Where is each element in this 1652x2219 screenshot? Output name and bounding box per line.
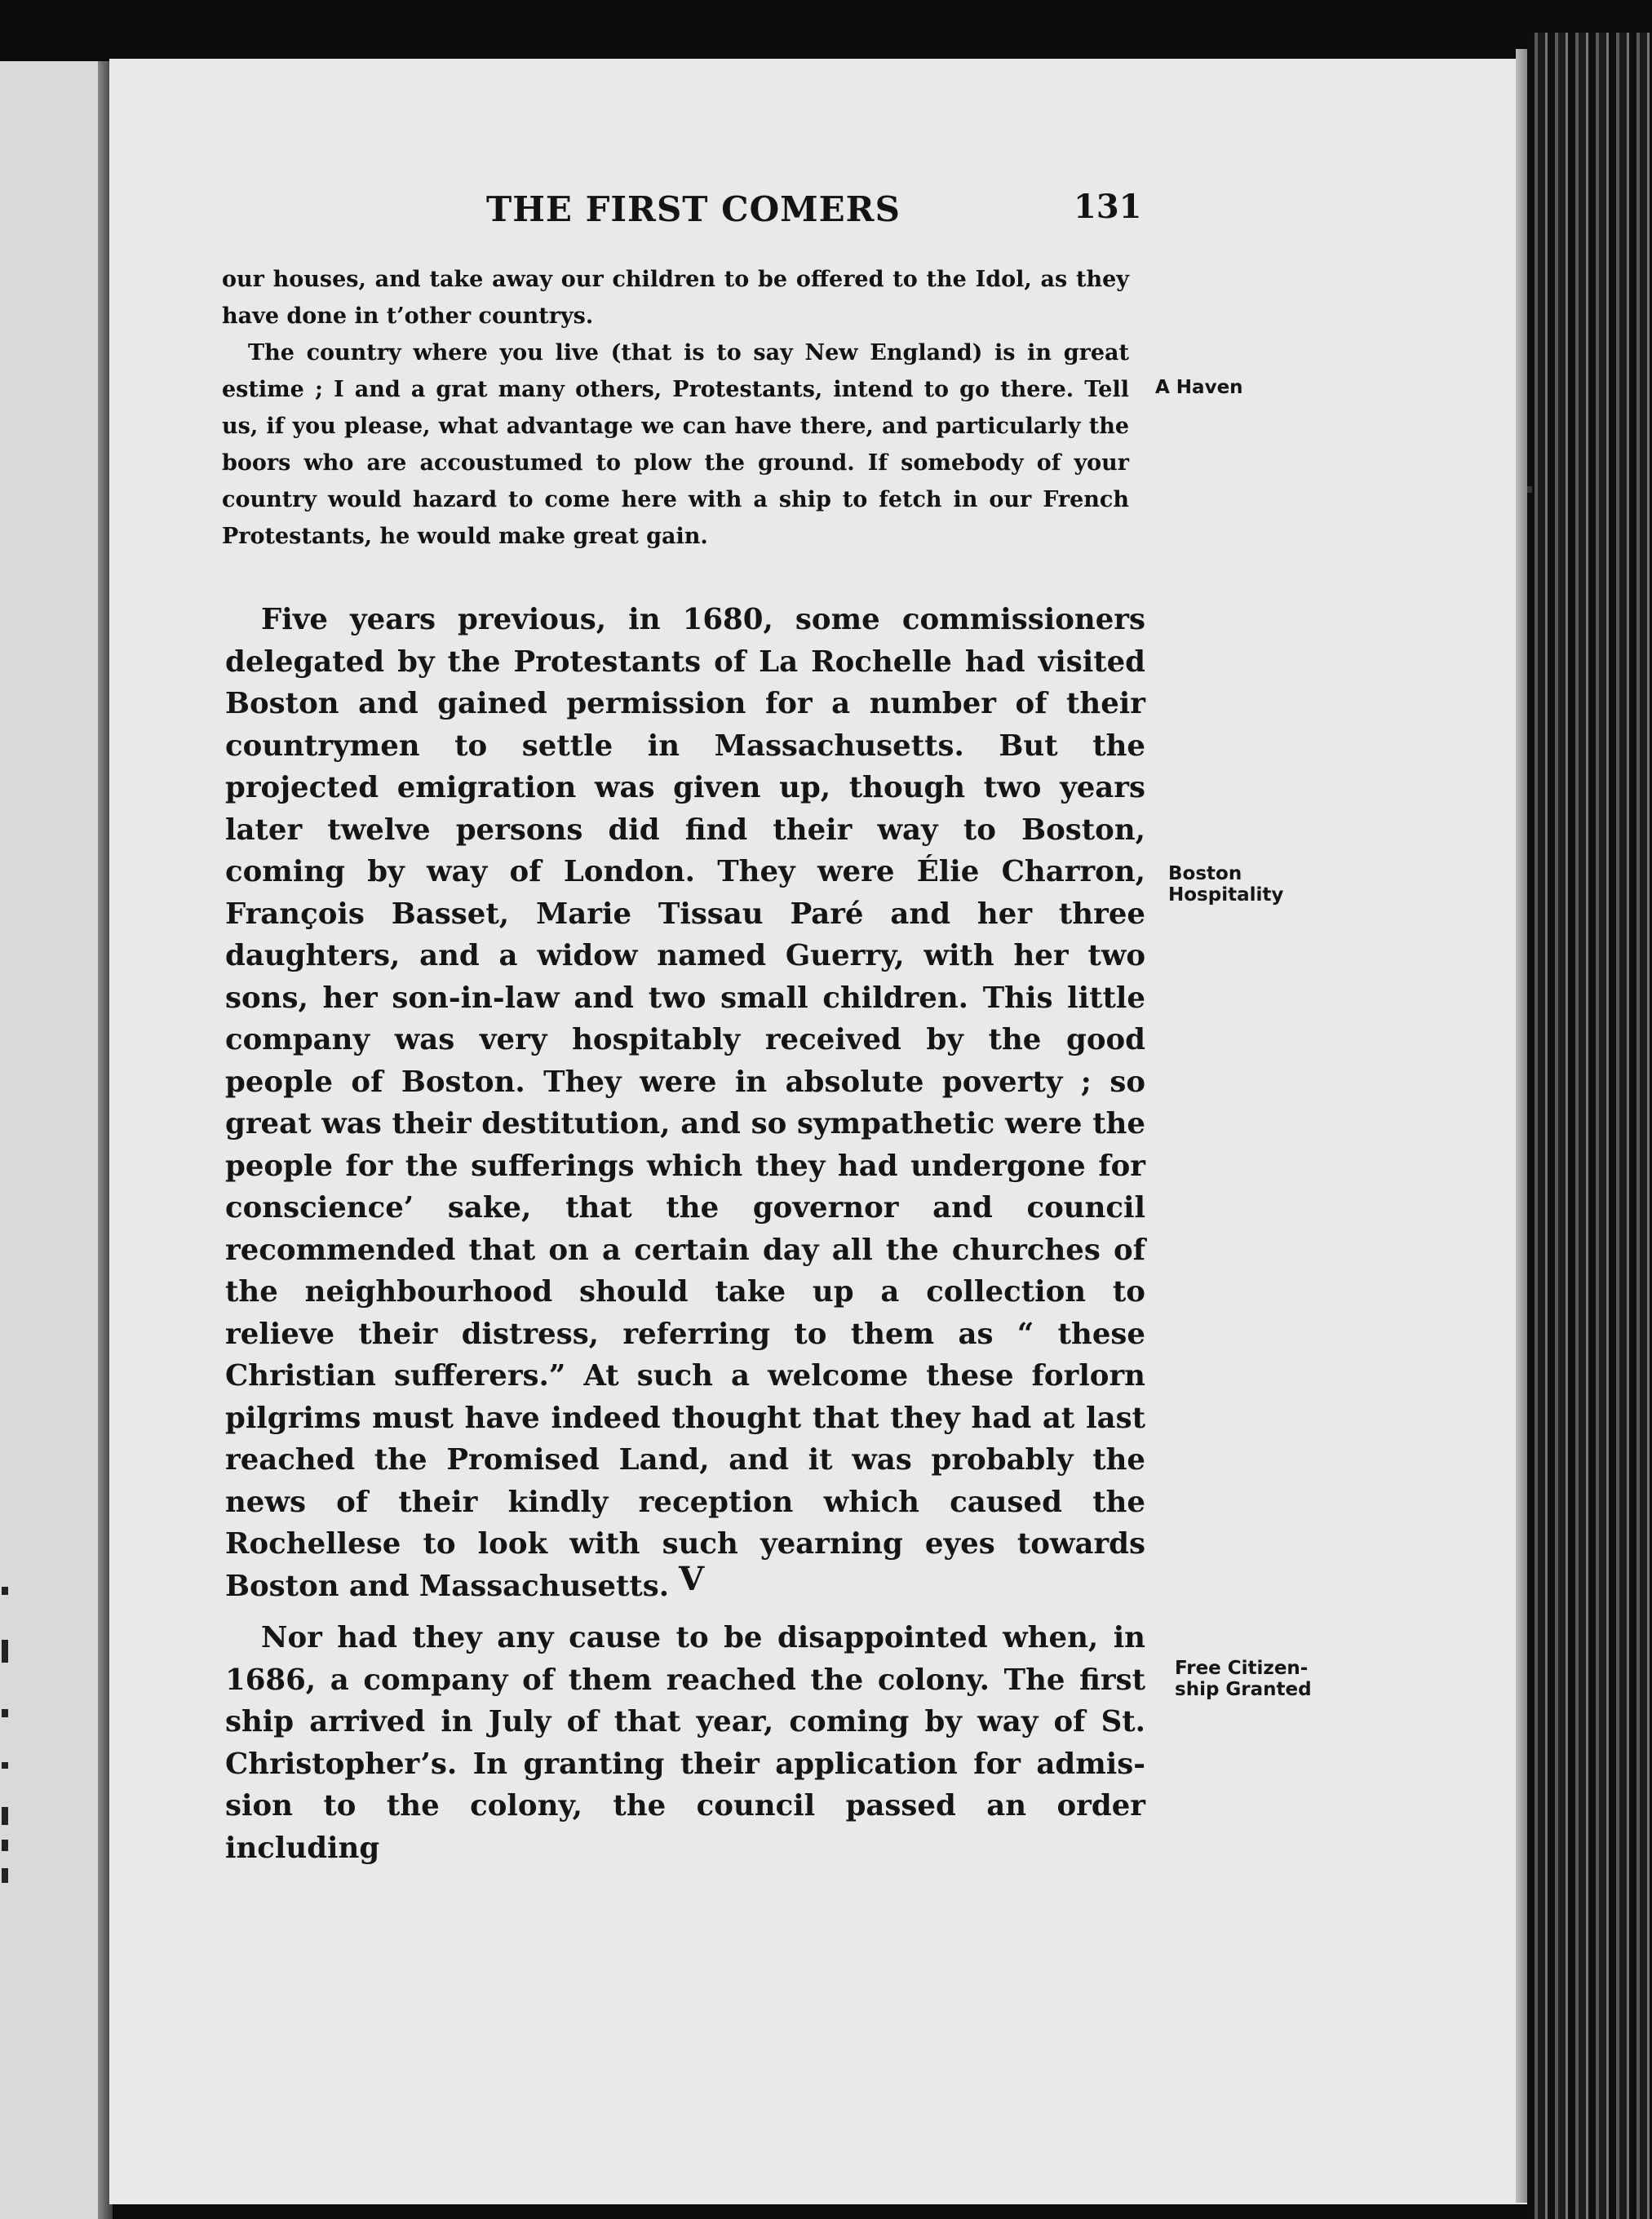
facing-page-edge [0, 61, 104, 2219]
page-speck [1527, 486, 1532, 493]
paragraph-text: Nor had they any cause to be disappointed when, in 1686, a company of them reached the colony. The first ship arrived in July of that year, coming by way of St. Christopher’s. In granting their application for admission to the colony, the council passed an order including [225, 1621, 1145, 1865]
page-block-edges [1527, 33, 1652, 2219]
margin-note-free-citizenship: Free Citizen- ship Granted [1175, 1658, 1312, 1700]
margin-note-haven: A Haven [1155, 377, 1243, 398]
body-paragraph [225, 599, 1145, 1607]
margin-note-boston-hospitality: Boston Hospitality [1168, 863, 1284, 906]
quoted-letter [222, 261, 1129, 555]
page-number: 131 [1074, 188, 1142, 226]
section-heading: V [679, 1560, 705, 1598]
running-title: THE FIRST COMERS [486, 189, 901, 229]
paragraph-text: Five years previous, in 1680, some commissioners delegated by the Protestants of La Rochelle had visited Boston and gained permission for a number of their countrymen to settle in Massachusetts. But the projected emigration was given up, though two years later twelve persons did find their way to Boston, coming by way of London. They were Élie Charron, François Basset, Marie Tissau Paré and her three daughters, and a widow named Guerry, with her two sons, her son-in-law and two small children. This little company was very hospitably received by the good people of Boston. They were in absolute poverty ; so great was their destitution, and so sympathetic were the people for the sufferings which they had undergone for conscience’ sake, that the governor and council recommended that on a certain day all the churches of the neighbourhood should take up a collection to relieve their distress, referring to them as “ these Christian sufferers.” At such a welcome these forlorn pilgrims must have indeed thought that they had at last reached the Promised Land, and it was probably the news of their kindly reception which caused the Rochellese to look with such yearning eyes towards Boston and Massachusetts. [225, 603, 1145, 1603]
facing-page-print-marks [0, 61, 11, 2219]
quote-paragraph: The country where you live (that is to say New England) is in great estime ; I and a grat many others, Protestants, intend to go there. Tell us, if you please, what advantage we can have there, and particularly the boors who are accoustumed to plow the ground. If somebody of your country would hazard to come here with a ship to fetch in our French Protestants, he would make great gain. [222, 340, 1129, 549]
quote-paragraph: our houses, and take away our children to be offered to the Idol, as they have done in t’other countrys. [222, 267, 1129, 329]
body-paragraph [225, 1617, 1145, 1869]
